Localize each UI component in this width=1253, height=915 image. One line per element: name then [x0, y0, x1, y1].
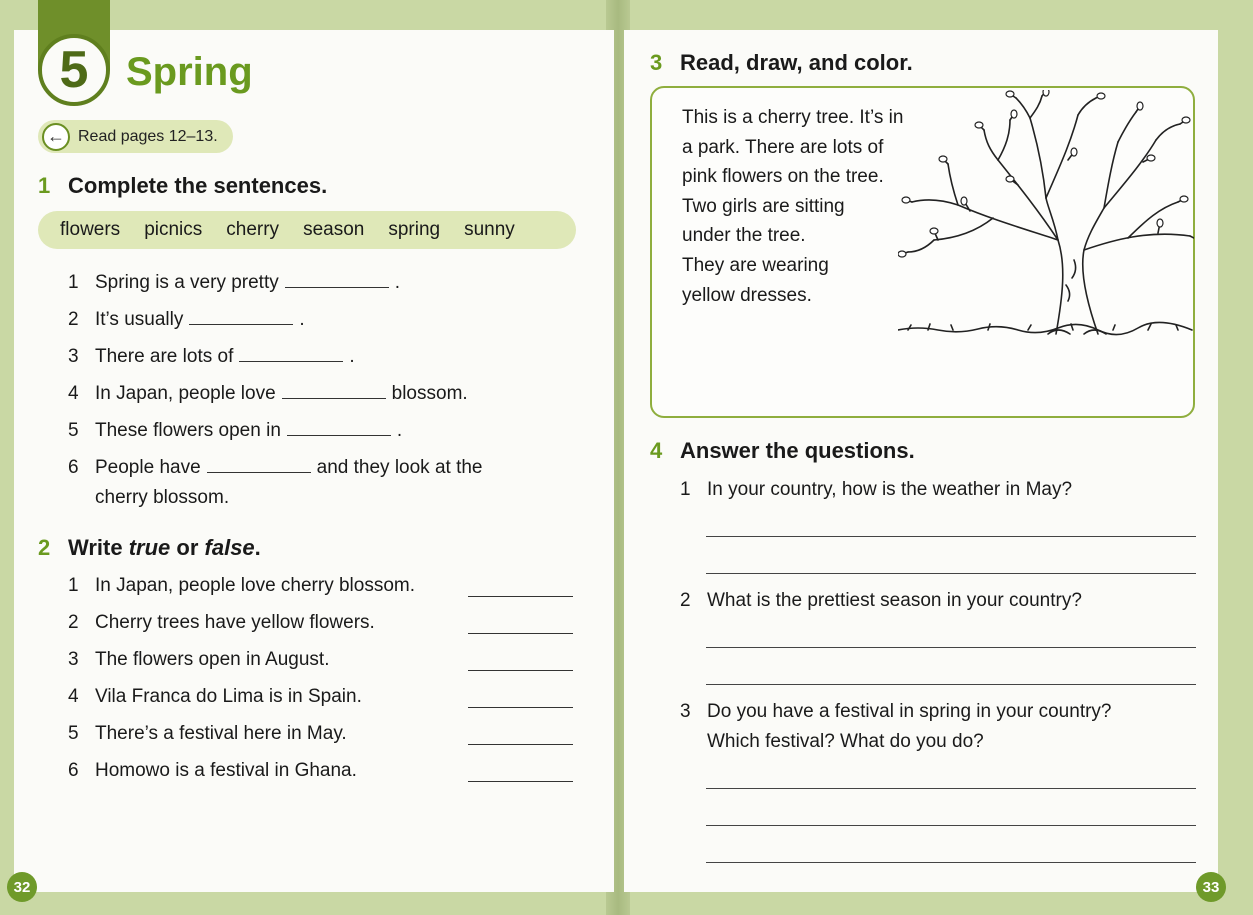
answer-blank[interactable] — [285, 287, 389, 288]
item-text: Vila Franca do Lima is in Spain. — [95, 686, 362, 707]
answer-line[interactable] — [706, 647, 1196, 648]
answer-blank[interactable] — [239, 361, 343, 362]
cherry-tree-illustration — [898, 90, 1194, 342]
ex1-item-continuation — [95, 487, 229, 509]
ex1-item — [68, 457, 483, 479]
ex2-item — [68, 760, 357, 782]
answer-line[interactable] — [468, 633, 573, 634]
item-text: . — [396, 420, 403, 441]
reading-line: They are wearing — [682, 254, 829, 276]
ex2-title-part: Write — [68, 535, 129, 560]
reading-line: yellow dresses. — [682, 284, 812, 306]
ex2-item — [68, 612, 375, 634]
item-number: 2 — [68, 612, 79, 633]
item-number: 3 — [68, 346, 79, 367]
item-text: People have — [95, 457, 201, 478]
item-number: 4 — [68, 383, 79, 404]
item-text: In Japan, people love cherry blossom. — [95, 575, 416, 596]
item-text: Homowo is a festival in Ghana. — [95, 760, 357, 781]
ex2-item — [68, 686, 362, 708]
item-number: 5 — [68, 723, 79, 744]
ex4-number: 4 — [650, 438, 663, 463]
ex1-item — [68, 309, 305, 331]
ex4-question — [680, 479, 1072, 501]
item-text: . — [394, 272, 401, 293]
drawing-box[interactable] — [650, 86, 1195, 418]
item-text: There are lots of — [95, 346, 234, 367]
ex2-title-true: true — [128, 535, 171, 560]
read-pages-pill — [38, 120, 233, 153]
answer-line[interactable] — [706, 788, 1196, 789]
item-number: 3 — [680, 701, 691, 722]
ex1-item — [68, 420, 402, 442]
ex2-heading — [38, 535, 261, 561]
answer-blank[interactable] — [287, 435, 391, 436]
word-bank-item: spring — [388, 219, 441, 240]
ex2-title-part: or — [170, 535, 205, 560]
word-bank-item: sunny — [464, 219, 515, 240]
reading-line: pink flowers on the tree. — [682, 166, 884, 188]
item-number: 1 — [68, 272, 79, 293]
item-text: . — [299, 309, 305, 330]
item-text: cherry blossom. — [95, 487, 230, 508]
answer-line[interactable] — [706, 825, 1196, 826]
item-text: . — [349, 346, 355, 367]
ex2-title — [68, 535, 261, 561]
reading-line: This is a cherry tree. It’s in — [682, 107, 904, 128]
answer-line[interactable] — [468, 744, 573, 745]
reading-line: a park. There are lots of — [682, 136, 884, 158]
word-bank-item: season — [303, 219, 365, 240]
ex1-item — [68, 383, 468, 405]
ex4-question — [680, 701, 1112, 723]
ex4-question — [680, 590, 1082, 612]
item-number: 2 — [680, 590, 691, 611]
item-number: 6 — [68, 457, 79, 478]
ex2-item — [68, 649, 329, 671]
item-number: 3 — [68, 649, 79, 670]
ex4-title: Answer the questions. — [680, 438, 915, 463]
ex1-item — [68, 346, 355, 368]
word-bank — [38, 211, 576, 249]
ex2-item — [68, 723, 347, 745]
item-number: 4 — [68, 686, 79, 707]
item-text: There’s a festival here in May. — [95, 723, 347, 744]
item-text: blossom. — [391, 383, 468, 404]
question-text: In your country, how is the weather in May? — [707, 479, 1073, 500]
answer-line[interactable] — [706, 536, 1196, 537]
answer-line[interactable] — [468, 707, 573, 708]
answer-line[interactable] — [468, 670, 573, 671]
ex2-title-false: false — [204, 535, 255, 560]
page-number-right: 33 — [1196, 872, 1226, 902]
answer-line[interactable] — [468, 781, 573, 782]
item-text: and they look at the — [316, 457, 483, 478]
item-text: These flowers open in — [95, 420, 281, 441]
ex1-heading — [38, 173, 327, 199]
ex4-heading — [650, 438, 915, 464]
ex1-number: 1 — [38, 173, 51, 198]
ex3-number: 3 — [650, 50, 663, 75]
answer-line[interactable] — [706, 862, 1196, 863]
answer-line[interactable] — [706, 573, 1196, 574]
ex4-question-continuation — [707, 731, 984, 753]
ex1-item — [68, 272, 400, 294]
question-text: Which festival? What do you do? — [707, 731, 984, 752]
question-text: Do you have a festival in spring in your country? — [707, 701, 1112, 722]
answer-blank[interactable] — [207, 472, 311, 473]
answer-blank[interactable] — [189, 324, 293, 325]
word-bank-item: cherry — [226, 219, 280, 240]
item-text: It’s usually — [95, 309, 184, 330]
item-text: Cherry trees have yellow flowers. — [95, 612, 375, 633]
answer-line[interactable] — [468, 596, 573, 597]
item-text: Spring is a very pretty — [95, 272, 279, 293]
ex3-title: Read, draw, and color. — [680, 50, 913, 75]
word-bank-item: picnics — [144, 219, 203, 240]
word-bank-item: flowers — [60, 219, 121, 240]
item-number: 5 — [68, 420, 79, 441]
answer-line[interactable] — [706, 684, 1196, 685]
question-text: What is the prettiest season in your country? — [707, 590, 1082, 611]
ex2-title-part: . — [254, 535, 261, 560]
page-number-left: 32 — [7, 872, 37, 902]
item-number: 6 — [68, 760, 79, 781]
unit-number-badge — [38, 34, 110, 106]
item-number: 1 — [68, 575, 79, 596]
reading-line: under the tree. — [682, 225, 806, 247]
read-pages-label: Read pages 12–13. — [78, 127, 218, 145]
ex3-heading — [650, 50, 913, 76]
ex2-item — [68, 575, 415, 597]
item-number: 1 — [680, 479, 691, 500]
ex1-title: Complete the sentences. — [68, 173, 328, 198]
unit-number: 5 — [59, 41, 89, 99]
item-text: The flowers open in August. — [95, 649, 330, 670]
arrow-left-icon: ← — [42, 123, 70, 151]
item-number: 2 — [68, 309, 79, 330]
item-text: In Japan, people love — [95, 383, 276, 404]
answer-blank[interactable] — [282, 398, 386, 399]
reading-line: Two girls are sitting — [682, 195, 845, 217]
ex2-number: 2 — [38, 535, 51, 560]
unit-title: Spring — [126, 50, 253, 94]
